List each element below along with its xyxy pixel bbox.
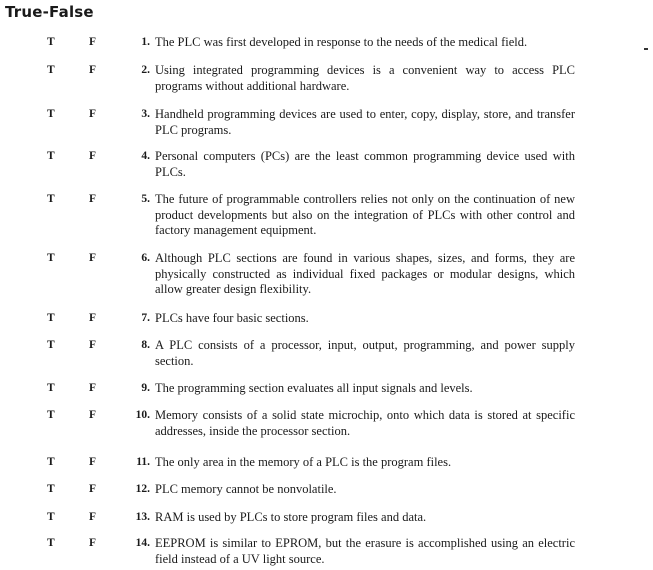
true-option[interactable]: T [47, 409, 55, 421]
question-number: 10. [135, 409, 150, 421]
true-option[interactable]: T [47, 36, 55, 48]
question-text: Personal computers (PCs) are the least common programming device used with PLCs. [155, 149, 575, 179]
true-option[interactable]: T [47, 456, 55, 468]
question-number: 2. [141, 64, 150, 76]
question-text: The future of programmable controllers relies not only on the continuation of new product developments but also on the integration of PLCs with other control and factory management equipment. [155, 192, 575, 237]
question-number: 7. [141, 312, 150, 324]
false-option[interactable]: F [89, 64, 97, 76]
true-option[interactable]: T [47, 511, 55, 523]
false-option[interactable]: F [89, 36, 97, 48]
question-text: A PLC consists of a processor, input, output, programming, and power supply section. [155, 338, 575, 368]
false-option[interactable]: F [89, 193, 97, 205]
false-option[interactable]: F [89, 382, 97, 394]
question-text: Memory consists of a solid state microchip, onto which data is stored at specific addresses, inside the processor section. [155, 408, 575, 438]
question-number: 6. [141, 252, 150, 264]
page-title: True-False [5, 3, 94, 21]
false-option[interactable]: F [89, 150, 97, 162]
question-number: 11. [136, 456, 150, 468]
question-number: 14. [135, 537, 150, 549]
question-number: 3. [141, 108, 150, 120]
true-option[interactable]: T [47, 150, 55, 162]
question-number: 5. [141, 193, 150, 205]
question-text: The programming section evaluates all input signals and levels. [155, 381, 473, 395]
true-option[interactable]: T [47, 537, 55, 549]
false-option[interactable]: F [89, 483, 97, 495]
question-text: EEPROM is similar to EPROM, but the erasure is accomplished using an electric field instead of a UV light source. [155, 536, 575, 566]
true-option[interactable]: T [47, 193, 55, 205]
false-option[interactable]: F [89, 409, 97, 421]
scan-mark [644, 48, 648, 50]
true-option[interactable]: T [47, 108, 55, 120]
question-number: 8. [141, 339, 150, 351]
question-text: PLCs have four basic sections. [155, 311, 309, 325]
question-text: Although PLC sections are found in various shapes, sizes, and forms, they are physically constructed as individual fixed packages or modular designs, which allow greater design flexibility. [155, 251, 575, 296]
question-number: 13. [135, 511, 150, 523]
true-option[interactable]: T [47, 64, 55, 76]
true-option[interactable]: T [47, 339, 55, 351]
false-option[interactable]: F [89, 312, 97, 324]
question-number: 9. [141, 382, 150, 394]
true-option[interactable]: T [47, 382, 55, 394]
false-option[interactable]: F [89, 537, 97, 549]
question-text: The only area in the memory of a PLC is the program files. [155, 455, 452, 469]
true-option[interactable]: T [47, 312, 55, 324]
false-option[interactable]: F [89, 339, 97, 351]
question-number: 4. [141, 150, 150, 162]
false-option[interactable]: F [89, 108, 97, 120]
question-text: RAM is used by PLCs to store program files and data. [155, 510, 427, 524]
question-number: 1. [141, 36, 150, 48]
false-option[interactable]: F [89, 252, 97, 264]
true-option[interactable]: T [47, 252, 55, 264]
question-text: Handheld programming devices are used to enter, copy, display, store, and transfer PLC programs. [155, 107, 575, 137]
true-option[interactable]: T [47, 483, 55, 495]
false-option[interactable]: F [89, 511, 97, 523]
question-text: Using integrated programming devices is a convenient way to access PLC programs without additional hardware. [155, 63, 575, 93]
question-text: PLC memory cannot be nonvolatile. [155, 482, 337, 496]
question-text: The PLC was first developed in response to the needs of the medical field. [155, 35, 528, 49]
question-number: 12. [135, 483, 150, 495]
false-option[interactable]: F [89, 456, 97, 468]
